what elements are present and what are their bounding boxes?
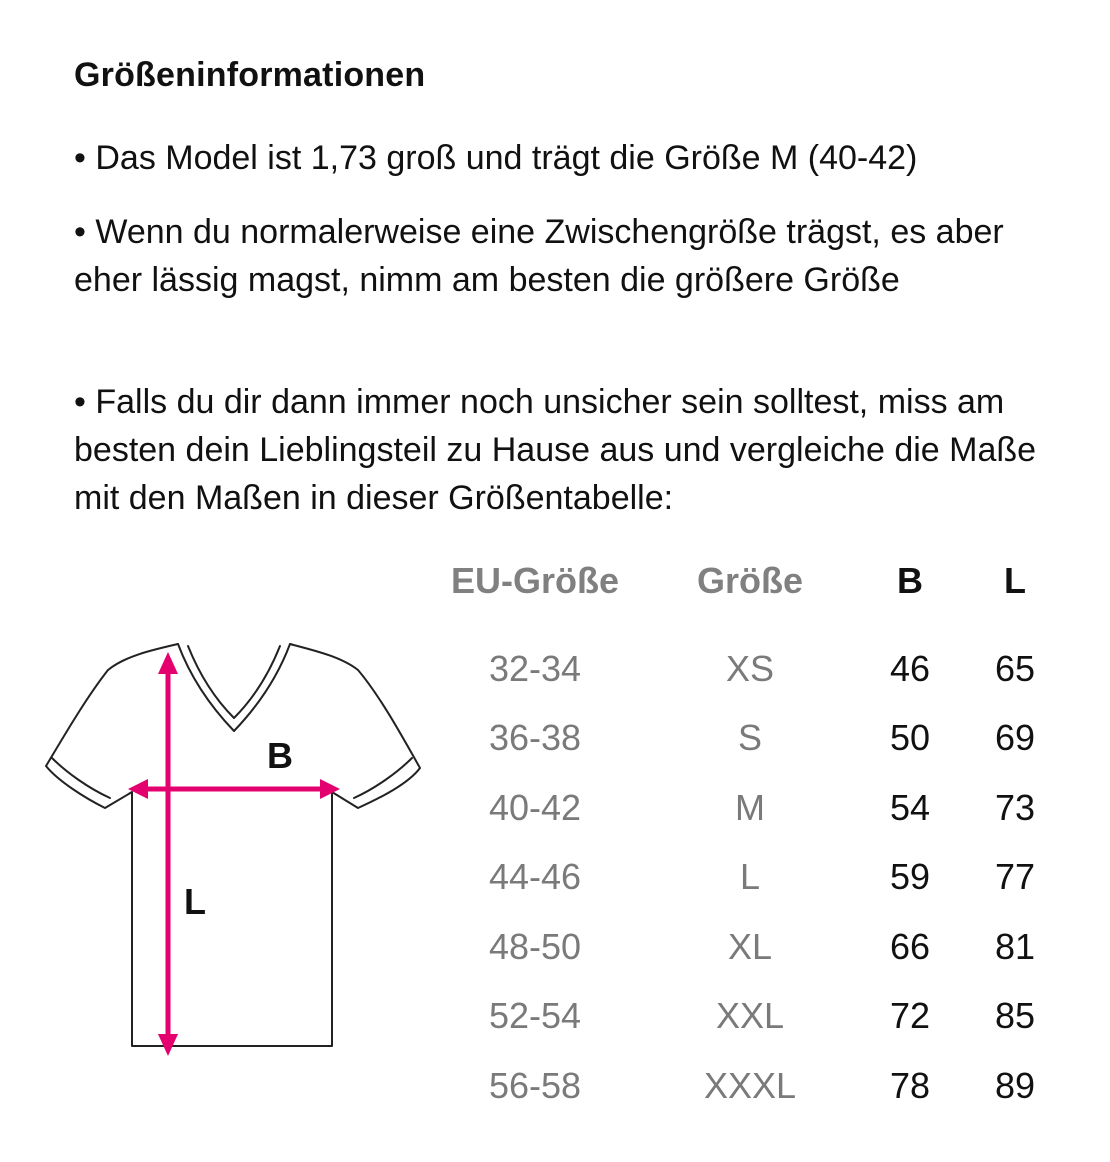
size-cell: XXL	[715, 995, 785, 1037]
width-cell: 59	[889, 856, 931, 898]
header-width: B	[897, 560, 923, 601]
header-length: L	[1004, 560, 1026, 601]
width-cell: 78	[889, 1064, 931, 1106]
eu-size-cell: 32-34	[488, 647, 582, 689]
length-cell: 81	[994, 925, 1036, 967]
width-cell: 54	[889, 786, 931, 828]
table-row	[430, 704, 1070, 774]
table-row	[430, 912, 1070, 982]
table-row	[430, 1051, 1070, 1121]
length-cell: 73	[994, 786, 1036, 828]
table-row	[430, 843, 1070, 913]
length-cell: 69	[994, 717, 1036, 759]
table-row	[430, 634, 1070, 704]
page-title: Größeninformationen	[74, 56, 426, 94]
size-cell: S	[737, 717, 762, 759]
eu-size-cell: 56-58	[488, 1064, 582, 1106]
eu-size-cell: 44-46	[488, 856, 582, 898]
eu-size-cell: 36-38	[488, 717, 582, 759]
length-cell: 89	[994, 1064, 1036, 1106]
length-cell: 77	[994, 856, 1036, 898]
bullet-measure-advice: • Falls du dir dann immer noch unsicher sein solltest, miss am besten dein Lieblingsteil zu Hause aus und vergleiche die Maße mit den Maßen in dieser Größentabelle:	[74, 383, 1037, 517]
width-cell: 72	[889, 995, 931, 1037]
table-row	[430, 982, 1070, 1052]
bullet-in-between-size: • Wenn du normalerweise eine Zwischengröße trägst, es aber eher lässig magst, nimm am besten die größere Größe	[74, 213, 1004, 299]
width-label: B	[267, 735, 293, 776]
size-cell: L	[739, 856, 761, 898]
width-cell: 50	[889, 717, 931, 759]
header-size: Größe	[696, 560, 803, 601]
eu-size-cell: 52-54	[488, 995, 582, 1037]
bullet-model-info: • Das Model ist 1,73 groß und trägt die Größe M (40-42)	[74, 139, 918, 177]
size-cell: XXXL	[703, 1064, 797, 1106]
eu-size-cell: 40-42	[488, 786, 582, 828]
table-spacer	[430, 612, 1070, 634]
size-cell: XL	[727, 925, 773, 967]
length-cell: 65	[994, 647, 1036, 689]
size-cell: XS	[725, 647, 775, 689]
width-cell: 46	[889, 647, 931, 689]
width-cell: 66	[889, 925, 931, 967]
v-neck-tshirt-icon	[40, 636, 430, 1066]
eu-size-cell: 48-50	[488, 925, 582, 967]
table-header-row	[430, 550, 1070, 612]
length-cell: 85	[994, 995, 1036, 1037]
size-cell: M	[735, 786, 765, 828]
table-row	[430, 773, 1070, 843]
size-table	[430, 550, 1070, 1121]
length-label: L	[184, 881, 206, 922]
header-eu-size: EU-Größe	[450, 560, 619, 601]
